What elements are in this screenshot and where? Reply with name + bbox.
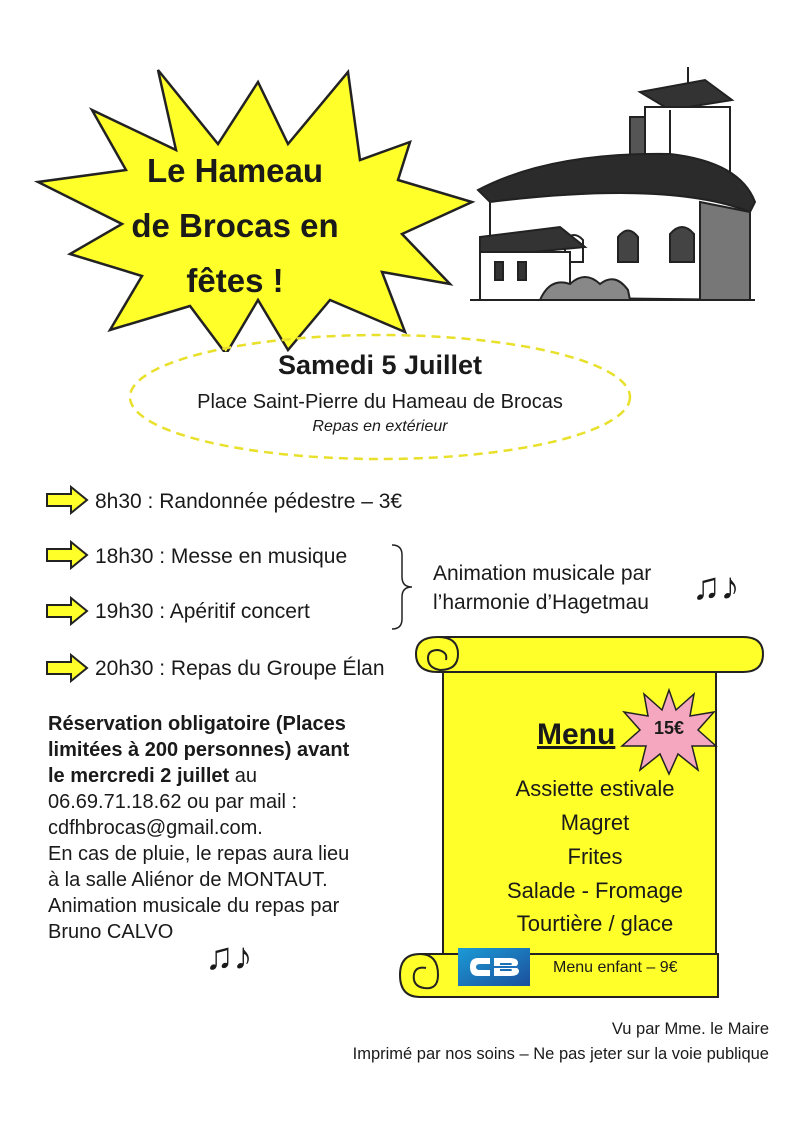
animation-line-1: Animation musicale par	[433, 562, 652, 585]
title-line-2: de Brocas en	[131, 207, 339, 244]
arrow-right-icon	[45, 596, 89, 626]
arrow-right-icon	[45, 540, 89, 570]
note-music-1: Animation musicale du repas par	[48, 895, 340, 917]
note-bold-tail: au	[229, 765, 258, 787]
menu-item-5: Tourtière / glace	[516, 911, 674, 936]
arrow-right-icon	[45, 653, 89, 683]
title-line-3: fêtes !	[186, 262, 284, 299]
schedule-item-aperitif: 19h30 : Apéritif concert	[95, 600, 310, 623]
cb-card-logo-icon	[458, 948, 530, 986]
note-music-2: Bruno CALVO	[48, 921, 174, 943]
note-phone: 06.69.71.18.62 ou par mail :	[48, 791, 298, 813]
menu-item-2: Magret	[560, 810, 630, 835]
menu-item-3: Frites	[567, 844, 623, 869]
footer-approval: Vu par Mme. le Maire	[611, 1020, 769, 1038]
footer-printed: Imprimé par nos soins – Ne pas jeter sur la voie publique	[352, 1045, 769, 1063]
arrow-right-icon	[45, 485, 89, 515]
church-illustration	[470, 62, 760, 307]
menu-item-4: Salade - Fromage	[506, 878, 684, 903]
event-place: Place Saint-Pierre du Hameau de Brocas	[197, 391, 563, 413]
schedule-item-mass: 18h30 : Messe en musique	[95, 545, 348, 568]
note-bold-line-2: limitées à 200 personnes) avant	[48, 739, 350, 761]
schedule-item-dinner: 20h30 : Repas du Groupe Élan	[95, 657, 385, 680]
note-line-date	[48, 764, 433, 790]
title-line-1: Le Hameau	[146, 152, 324, 189]
brace-bracket	[390, 543, 420, 631]
kids-menu: Menu enfant – 9€	[553, 959, 678, 976]
event-meal-note: Repas en extérieur	[312, 418, 448, 435]
note-bold-line-1: Réservation obligatoire (Places	[48, 713, 346, 735]
note-email: cdfhbrocas@gmail.com.	[48, 817, 263, 839]
schedule-item-hike: 8h30 : Randonnée pédestre – 3€	[95, 490, 403, 513]
note-rain-1: En cas de pluie, le repas aura lieu	[48, 843, 350, 865]
event-date: Samedi 5 Juillet	[277, 350, 483, 380]
menu-price: 15€	[653, 718, 685, 738]
animation-line-2: l’harmonie d’Hagetmau	[433, 591, 649, 614]
note-bold-line-3: le mercredi 2 juillet	[48, 765, 230, 787]
music-notes-icon: ♫♪	[692, 566, 740, 608]
note-rain-2: à la salle Aliénor de MONTAUT.	[48, 869, 328, 891]
menu-title: Menu	[537, 718, 616, 751]
poster-title	[90, 143, 380, 308]
music-notes-icon: ♫♪	[205, 936, 253, 978]
menu-item-1: Assiette estivale	[515, 776, 675, 801]
